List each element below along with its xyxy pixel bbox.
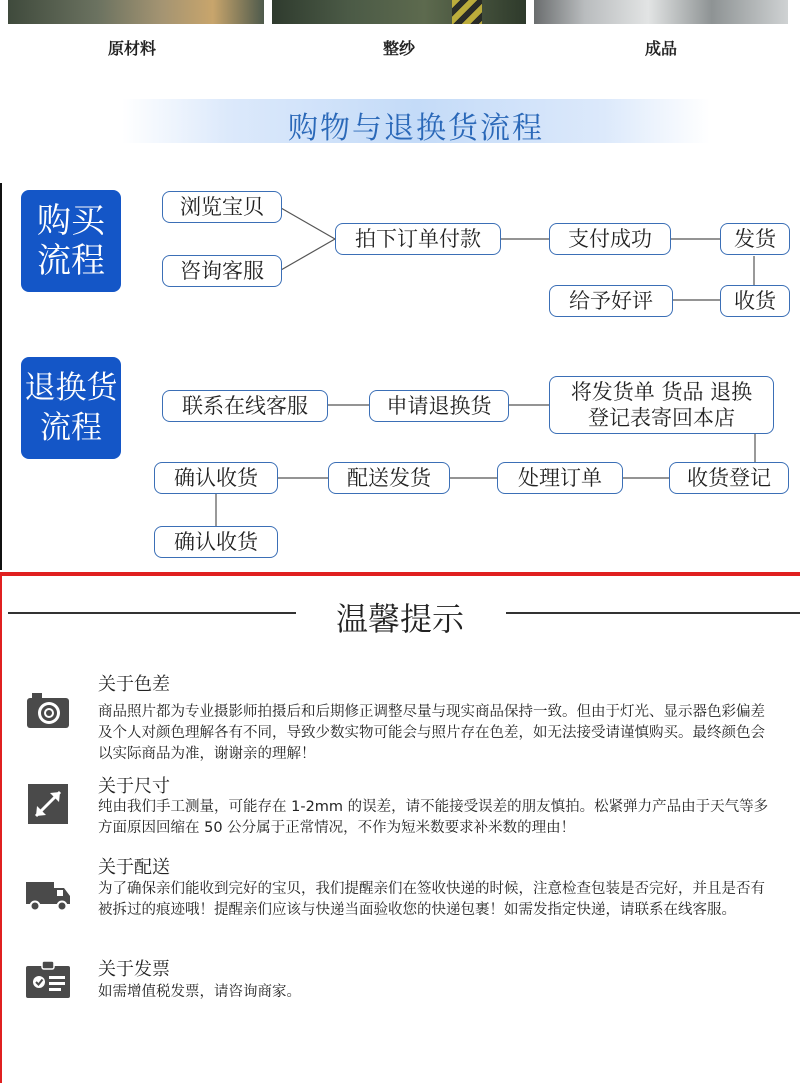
node-process-order: 处理订单	[497, 462, 623, 494]
tip-heading-invoice: 关于发票	[98, 959, 170, 980]
send-back-line2: 登记表寄回本店	[588, 406, 735, 430]
camera-icon	[24, 686, 72, 734]
tips-title: 温馨提示	[335, 600, 464, 638]
purchase-badge-line2: 流程	[37, 241, 105, 281]
truck-icon	[24, 872, 72, 920]
node-confirm-receipt-1: 确认收货	[154, 462, 278, 494]
photo-caption-finished: 成品	[644, 39, 677, 58]
resize-arrow-icon	[26, 782, 74, 830]
tip-heading-delivery: 关于配送	[98, 857, 170, 878]
node-receive: 收货	[720, 285, 790, 317]
return-flow-badge	[21, 357, 121, 459]
tips-left-rule	[0, 576, 2, 1083]
node-order-pay: 拍下订单付款	[335, 223, 501, 255]
node-receipt-register: 收货登记	[669, 462, 789, 494]
purchase-badge-line1: 购买	[37, 201, 105, 241]
send-back-line1: 将发货单 货品 退换	[570, 380, 753, 404]
section-divider	[0, 572, 800, 576]
node-apply-return: 申请退换货	[369, 390, 509, 422]
tip-body-invoice: 如需增值税发票，请咨询商家。	[98, 984, 301, 1000]
tip-body-color: 商品照片都为专业摄影师拍摄后和后期修正调整尽量与现实商品保持一致。但由于灯光、显示器色彩偏差及个人对颜色理解各有不同，导致少数实物可能会与照片存在色差，如无法接受请谨慎购买。最终颜色会以实际商品为准，谢谢亲的理解！	[98, 704, 765, 762]
invoice-icon	[24, 956, 72, 1004]
node-ship: 发货	[720, 223, 790, 255]
node-redeliver: 配送发货	[328, 462, 450, 494]
connector-consult-order	[281, 239, 335, 270]
node-contact-service: 联系在线客服	[162, 390, 328, 422]
node-confirm-receipt-2: 确认收货	[154, 526, 278, 558]
node-send-back	[549, 376, 774, 434]
connector-browse-order	[281, 208, 335, 239]
return-badge-line2: 流程	[40, 410, 102, 446]
node-payment-success: 支付成功	[549, 223, 671, 255]
photo-caption-raw-material: 原材料	[107, 39, 156, 58]
tips-rule-right	[506, 612, 800, 614]
node-consult: 咨询客服	[162, 255, 282, 287]
tip-body-size: 纯由我们手工测量，可能存在 1-2mm 的误差，请不能接受误差的朋友慎拍。松紧弹力产品由于天气等多方面原因回缩在 50 公分属于正常情况，不作为短米数要求补米数的理由！	[98, 799, 769, 836]
tips-rule-left	[8, 612, 296, 614]
photo-caption-warping: 整纱	[382, 39, 415, 58]
purchase-flow-badge	[21, 190, 121, 292]
tip-body-delivery: 为了确保亲们能收到完好的宝贝，我们提醒亲们在签收快递的时候，注意检查包装是否完好，并且是否有被拆过的痕迹哦！提醒亲们应该与快递当面验收您的快递包裹！如需发指定快递，请联系在线客服。	[98, 881, 765, 918]
node-give-review: 给予好评	[549, 285, 673, 317]
return-badge-line1: 退换货	[24, 370, 118, 406]
banner-title: 购物与退换货流程	[288, 111, 544, 146]
tip-heading-size: 关于尺寸	[98, 776, 170, 797]
node-browse: 浏览宝贝	[162, 191, 282, 223]
tip-heading-color: 关于色差	[98, 674, 170, 695]
